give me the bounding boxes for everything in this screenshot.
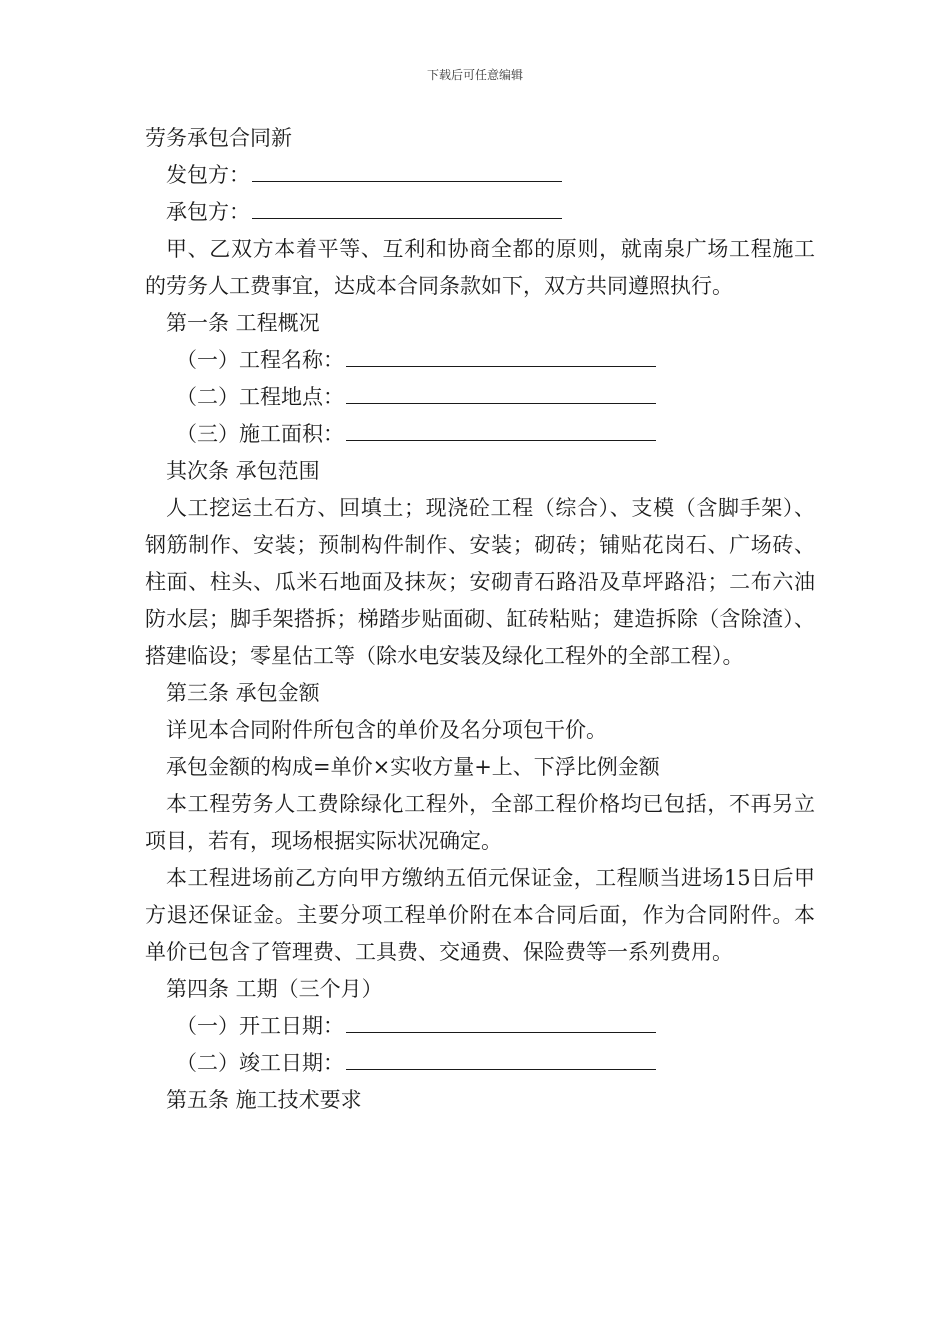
contractor-line — [145, 194, 815, 231]
issuer-label: 发包方： — [166, 163, 250, 187]
project-location-label: （二）工程地点： — [176, 385, 344, 409]
article-2-heading: 其次条 承包范围 — [166, 459, 320, 483]
issuer-blank[interactable] — [252, 159, 562, 182]
project-name-label: （一）工程名称： — [176, 348, 344, 372]
article-3-heading: 第三条 承包金额 — [166, 681, 320, 705]
document-title: 劳务承包合同新 — [145, 126, 292, 150]
article-5-heading: 第五条 施工技术要求 — [166, 1088, 362, 1112]
article-1-heading: 第一条 工程概况 — [166, 311, 320, 335]
start-date-label: （一）开工日期： — [176, 1014, 344, 1038]
contractor-label: 承包方： — [166, 200, 250, 224]
project-location-line — [145, 379, 815, 416]
start-date-line — [145, 1008, 815, 1045]
article-3-p4: 本工程进场前乙方向甲方缴纳五佰元保证金，工程顺当进场15日后甲方退还保证金。主要分项工程单价附在本合同后面，作为合同附件。本单价已包含了管理费、工具费、交通费、保险费等一系列费用。 — [145, 866, 815, 964]
end-date-label: （二）竣工日期： — [176, 1051, 344, 1075]
intro-paragraph: 甲、乙双方本着平等、互利和协商全都的原则，就南泉广场工程施工的劳务人工费事宜，达成本合同条款如下，双方共同遵照执行。 — [145, 237, 815, 298]
contractor-blank[interactable] — [252, 196, 562, 219]
project-name-line — [145, 342, 815, 379]
end-date-blank[interactable] — [346, 1047, 656, 1070]
article-3-p3: 本工程劳务人工费除绿化工程外，全部工程价格均已包括，不再另立项目，若有，现场根据实际状况确定。 — [145, 792, 815, 853]
construction-area-label: （三）施工面积： — [176, 422, 344, 446]
contract-document — [145, 120, 815, 1119]
article-4-heading: 第四条 工期（三个月） — [166, 977, 383, 1001]
start-date-blank[interactable] — [346, 1010, 656, 1033]
header-note: 下载后可任意编辑 — [426, 68, 523, 82]
construction-area-line — [145, 416, 815, 453]
article-3-p2: 承包金额的构成=单价×实收方量+上、下浮比例金额 — [166, 755, 660, 779]
end-date-line — [145, 1045, 815, 1082]
article-3-p1: 详见本合同附件所包含的单价及名分项包干价。 — [166, 718, 607, 742]
issuer-line — [145, 157, 815, 194]
project-name-blank[interactable] — [346, 344, 656, 367]
construction-area-blank[interactable] — [346, 418, 656, 441]
project-location-blank[interactable] — [346, 381, 656, 404]
article-2-scope: 人工挖运土石方、回填土；现浇砼工程（综合）、支模（含脚手架）、钢筋制作、安装；预制构件制作、安装；砌砖；铺贴花岗石、广场砖、柱面、柱头、瓜米石地面及抹灰；安砌青石路沿及草坪路沿；二布六油防水层；脚手架搭拆；梯踏步贴面砌、缸砖粘贴；建造拆除（含除渣）、搭建临设；零星估工等（除水电安装及绿化工程外的全部工程）。 — [145, 496, 815, 668]
